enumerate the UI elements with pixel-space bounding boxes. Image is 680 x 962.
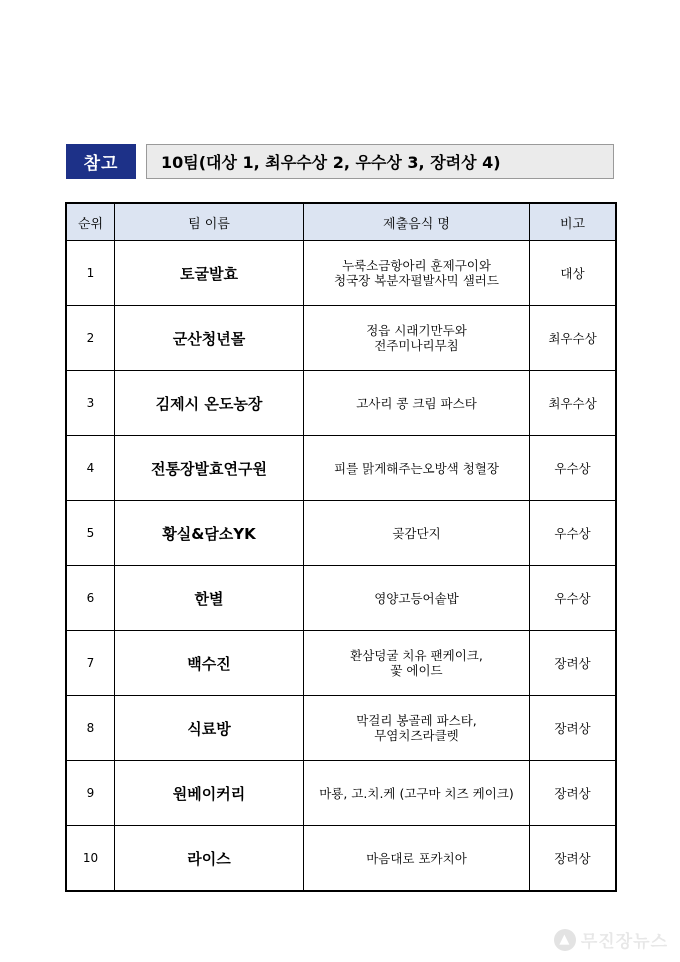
results-table — [66, 203, 616, 891]
dish-name-line: 무염치즈라클렛 — [374, 728, 459, 743]
award-cell: 우수상 — [530, 436, 616, 501]
award-cell: 장려상 — [530, 631, 616, 696]
award-cell: 장려상 — [530, 761, 616, 826]
dish-name-cell — [304, 696, 530, 761]
table-row — [67, 306, 616, 371]
award-cell: 우수상 — [530, 501, 616, 566]
dish-name-cell — [304, 631, 530, 696]
dish-name-line: 청국장 복분자펄발사믹 샐러드 — [334, 273, 499, 288]
reference-tag: 참고 — [66, 144, 136, 179]
dish-name-line: 환삼덩굴 치유 팬케이크, — [350, 648, 483, 663]
table-header-row — [67, 204, 616, 241]
team-name-cell: 식료방 — [115, 696, 304, 761]
dish-name-line: 막걸리 봉골레 파스타, — [356, 713, 477, 728]
dish-name-line: 마룡, 고.치.케 (고구마 치즈 케이크) — [319, 785, 514, 801]
rank-cell: 9 — [67, 761, 115, 826]
award-cell: 우수상 — [530, 566, 616, 631]
rank-cell: 4 — [67, 436, 115, 501]
dish-name-line: 꽃 에이드 — [390, 663, 443, 678]
rank-cell: 1 — [67, 241, 115, 306]
team-name-cell: 한별 — [115, 566, 304, 631]
table-row — [67, 826, 616, 891]
table-row — [67, 696, 616, 761]
team-name-cell: 라이스 — [115, 826, 304, 891]
dish-name-line: 마음대로 포카치아 — [366, 850, 467, 866]
dish-name-line: 누룩소금항아리 훈제구이와 — [342, 258, 491, 273]
team-name-cell: 토굴발효 — [115, 241, 304, 306]
table-row — [67, 761, 616, 826]
column-header-team: 팀 이름 — [115, 204, 304, 241]
rank-cell: 3 — [67, 371, 115, 436]
dish-name-line: 피를 맑게해주는오방색 청혈장 — [334, 460, 499, 476]
award-cell: 최우수상 — [530, 306, 616, 371]
award-cell: 장려상 — [530, 826, 616, 891]
team-name-cell: 원베이커리 — [115, 761, 304, 826]
section-header — [66, 144, 614, 179]
dish-name-line: 곶감단지 — [392, 525, 441, 541]
award-cell: 대상 — [530, 241, 616, 306]
mountain-logo-icon: ▲ — [554, 929, 576, 951]
award-cell: 장려상 — [530, 696, 616, 761]
dish-name-cell — [304, 501, 530, 566]
dish-name-line: 영양고등어솥밥 — [374, 590, 459, 606]
column-header-dish: 제출음식 명 — [304, 204, 530, 241]
rank-cell: 10 — [67, 826, 115, 891]
table-row — [67, 371, 616, 436]
column-header-note: 비고 — [530, 204, 616, 241]
team-name-cell: 전통장발효연구원 — [115, 436, 304, 501]
column-header-rank: 순위 — [67, 204, 115, 241]
table-row — [67, 436, 616, 501]
table-row — [67, 566, 616, 631]
dish-name-cell — [304, 826, 530, 891]
dish-name-cell — [304, 241, 530, 306]
dish-name-cell — [304, 371, 530, 436]
watermark-text: 무진장뉴스 — [580, 932, 668, 952]
rank-cell: 7 — [67, 631, 115, 696]
dish-name-line: 전주미나리무침 — [374, 338, 459, 353]
table-row — [67, 501, 616, 566]
dish-name-cell — [304, 761, 530, 826]
dish-name-cell — [304, 306, 530, 371]
table-row — [67, 241, 616, 306]
team-name-cell: 황실&담소YK — [115, 501, 304, 566]
rank-cell: 6 — [67, 566, 115, 631]
dish-name-cell — [304, 436, 530, 501]
rank-cell: 2 — [67, 306, 115, 371]
dish-name-cell — [304, 566, 530, 631]
section-title: 10팀(대상 1, 최우수상 2, 우수상 3, 장려상 4) — [146, 144, 614, 179]
rank-cell: 8 — [67, 696, 115, 761]
table-row — [67, 631, 616, 696]
team-name-cell: 군산청년몰 — [115, 306, 304, 371]
team-name-cell: 김제시 온도농장 — [115, 371, 304, 436]
watermark — [554, 927, 668, 952]
dish-name-line: 정읍 시래기만두와 — [366, 323, 467, 338]
rank-cell: 5 — [67, 501, 115, 566]
team-name-cell: 백수진 — [115, 631, 304, 696]
dish-name-line: 고사리 콩 크림 파스타 — [356, 395, 477, 411]
table-body — [67, 241, 616, 891]
award-cell: 최우수상 — [530, 371, 616, 436]
